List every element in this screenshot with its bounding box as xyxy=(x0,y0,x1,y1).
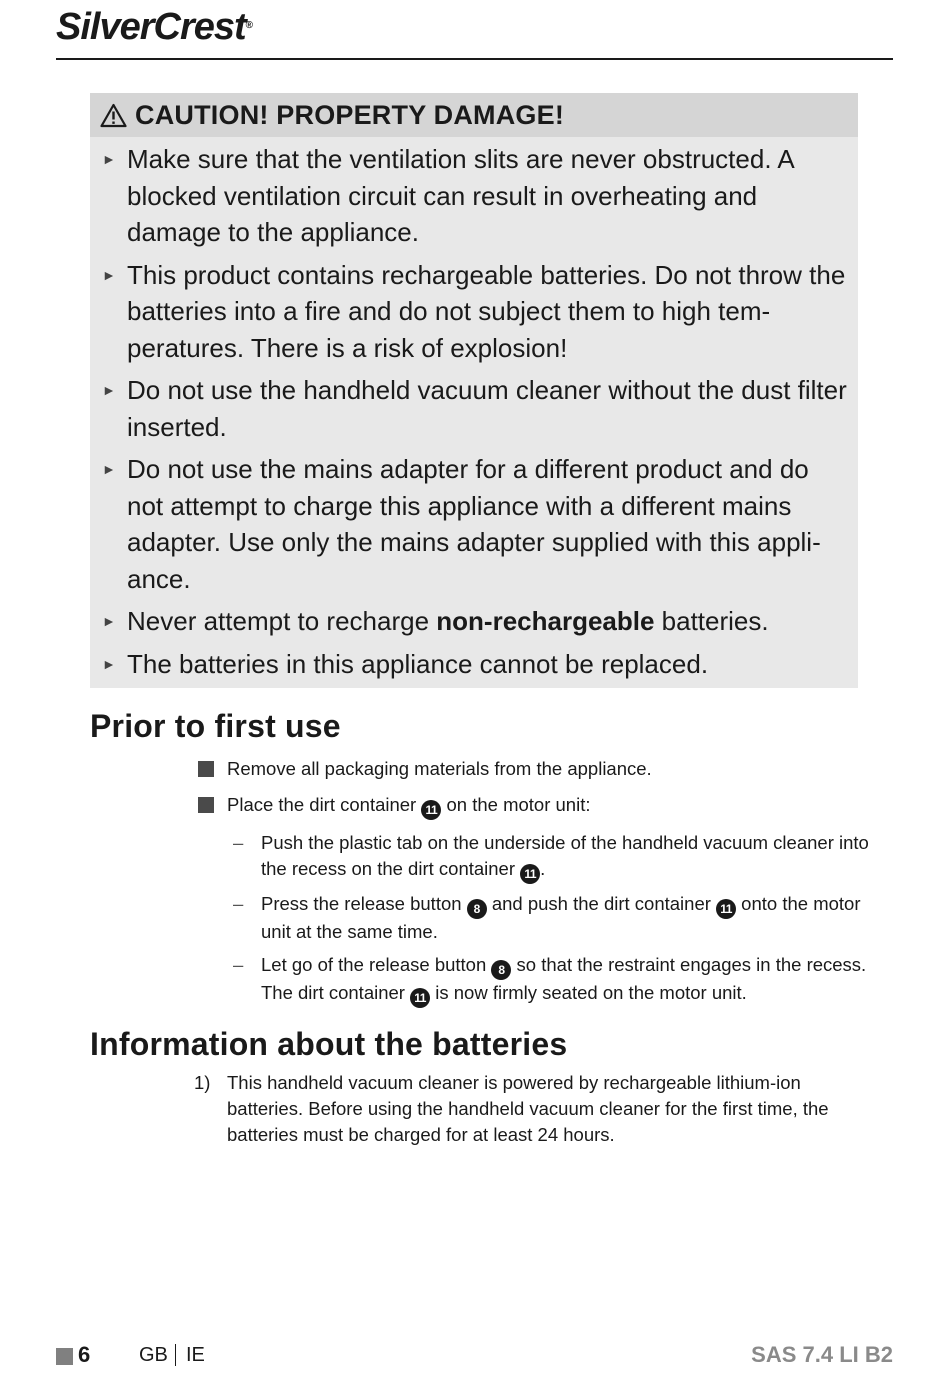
prior-steps xyxy=(198,756,878,1015)
arrow-bullet-icon: ► xyxy=(102,151,116,167)
part-number-badge: 8 xyxy=(467,899,487,919)
dash-bullet: – xyxy=(233,832,244,853)
page-number: 6 xyxy=(78,1342,91,1367)
caution-list xyxy=(90,137,858,682)
page-marker-square xyxy=(56,1348,73,1365)
prior-heading: Prior to first use xyxy=(90,708,341,744)
caution-box xyxy=(90,93,858,688)
emphasis-text: non-rechargeable xyxy=(436,606,655,636)
footer-separator xyxy=(175,1344,176,1366)
step-item: Place the dirt container 11 on the motor unit: xyxy=(198,792,878,820)
batteries-heading: Information about the batteries xyxy=(90,1026,568,1062)
substeps xyxy=(233,830,878,1008)
step-item: Remove all packaging materials from the appliance. xyxy=(198,756,878,782)
part-number-badge: 8 xyxy=(491,960,511,980)
footnote-label: 1) xyxy=(194,1072,211,1093)
substep-item: – Press the release button 8 and push the dirt container 11 onto the motor unit at the same time. xyxy=(233,893,861,942)
substep-item: – Let go of the release button 8 so that the restraint engages in the recess. The dirt container 11 is now firmly seated on the motor unit. xyxy=(233,952,878,1008)
part-number-badge: 11 xyxy=(410,988,430,1008)
caution-item: ► Do not use the handheld vacuum cleaner without the dust filter inserted. xyxy=(90,372,850,445)
caution-item: ► Do not use the mains adapter for a different product and do not attempt to charge this appliance with a different mains adapter. Use only the mains adapter supplied with this appli-ance. xyxy=(90,451,850,597)
registered-mark: ® xyxy=(245,20,253,31)
arrow-bullet-icon: ► xyxy=(102,613,116,629)
model-number: SAS 7.4 LI B2 xyxy=(751,1342,893,1367)
square-bullet-icon xyxy=(198,797,214,813)
brand-name: SilverCrest xyxy=(56,6,246,48)
arrow-bullet-icon: ► xyxy=(102,461,116,477)
caution-header xyxy=(90,93,858,137)
warning-triangle-icon xyxy=(100,103,127,128)
batteries-text: This handheld vacuum cleaner is powered by rechargeable lithium-ion batteries. Before using the handheld vacuum cleaner for the first time, the batteries must be charged for at least 24 hours. xyxy=(227,1072,829,1145)
header-rule xyxy=(56,58,893,60)
dash-bullet: – xyxy=(233,893,244,914)
caution-title: CAUTION! PROPERTY DAMAGE! xyxy=(135,99,565,130)
caution-item: ► The batteries in this appliance cannot be replaced. xyxy=(90,646,850,683)
caution-item: ► This product contains rechargeable batteries. Do not throw the batteries into a fire and do not subject them to high tem-peratures. There is a risk of explosion! xyxy=(90,257,850,367)
part-number-badge: 11 xyxy=(421,800,441,820)
page-footer xyxy=(56,1342,893,1374)
caution-item: ► Never attempt to recharge non-rechargeable batteries. xyxy=(90,603,850,640)
part-number-badge: 11 xyxy=(520,864,540,884)
part-number-badge: 11 xyxy=(716,899,736,919)
dash-bullet: – xyxy=(233,954,244,975)
arrow-bullet-icon: ► xyxy=(102,266,116,283)
caution-item: ► Make sure that the ventilation slits are never obstructed. A blocked ventilation circuit can result in overheating and damage to the appliance. xyxy=(90,141,850,251)
language-ie: IE xyxy=(186,1344,205,1366)
brand-logo xyxy=(56,6,252,49)
arrow-bullet-icon: ► xyxy=(102,382,116,398)
substep-item: – Push the plastic tab on the underside of the handheld vacuum cleaner into the recess on the dirt container 11 . xyxy=(233,830,878,884)
language-gb: GB xyxy=(139,1344,168,1366)
square-bullet-icon xyxy=(198,761,214,777)
batteries-info xyxy=(194,1070,874,1148)
arrow-bullet-icon: ► xyxy=(102,655,116,672)
